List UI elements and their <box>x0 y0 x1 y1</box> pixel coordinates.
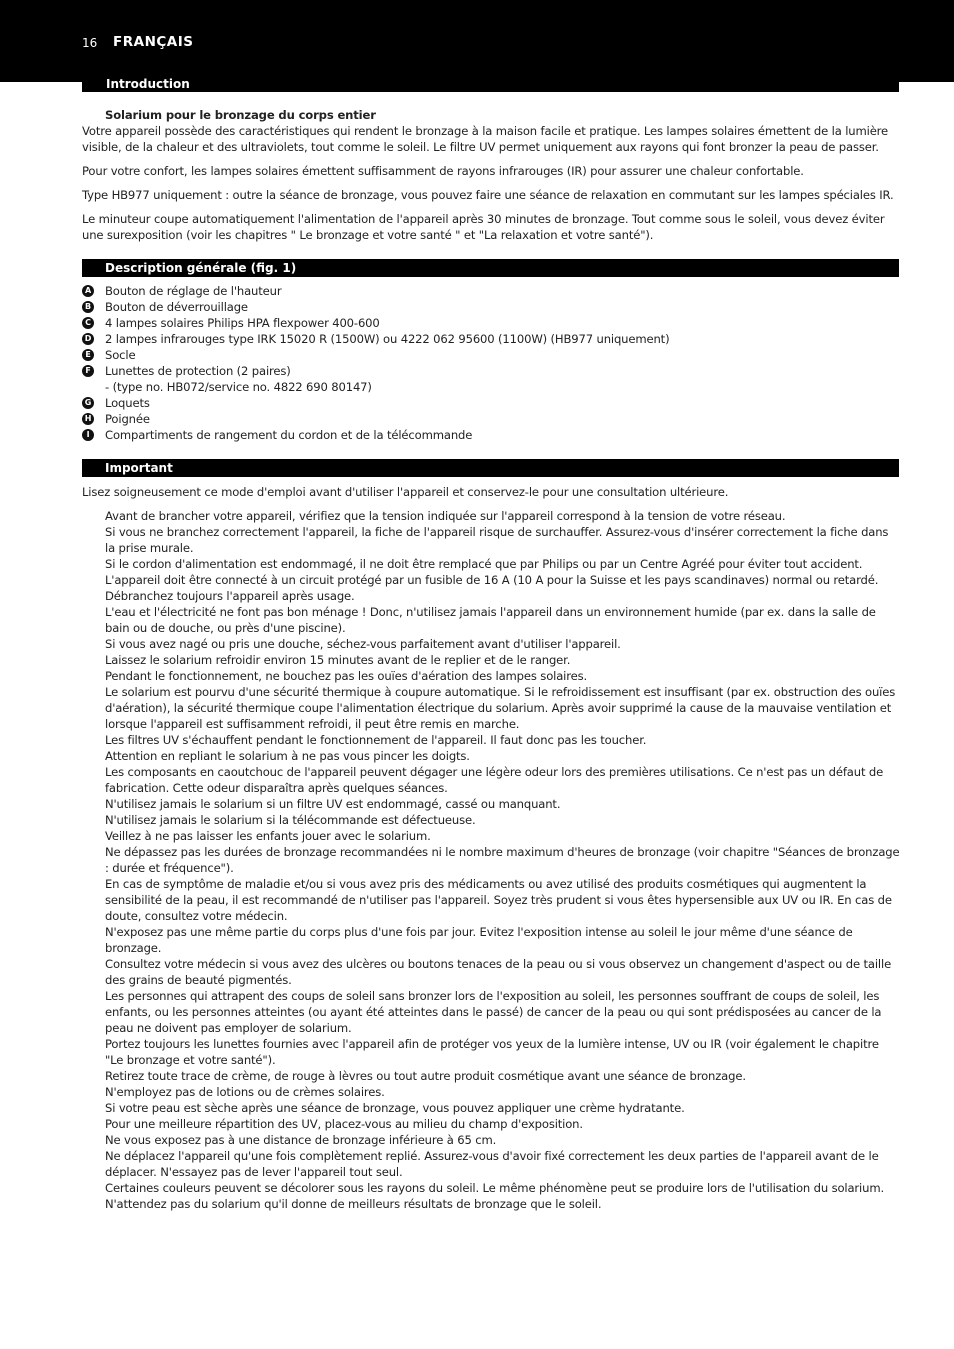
parts-list <box>82 283 900 443</box>
introduction-body <box>82 107 900 243</box>
warning-item: N'attendez pas du solarium qu'il donne de meilleurs résultats de bronzage que le soleil. <box>105 1197 602 1211</box>
warning-item: Pour une meilleure répartition des UV, placez-vous au milieu du champ d'exposition. <box>105 1117 583 1131</box>
warning-item: Avant de brancher votre appareil, vérifiez que la tension indiquée sur l'appareil correspond à la tension de votre réseau. <box>105 509 786 523</box>
warning-item: Laissez le solarium refroidir environ 15 minutes avant de le replier et de le ranger. <box>105 653 571 667</box>
letter-badge-icon: F <box>82 365 94 377</box>
page-header-bar <box>0 0 954 82</box>
warning-item: Si vous ne branchez correctement l'appareil, la fiche de l'appareil risque de surchauffer. Assurez-vous d'insérer correctement la fiche dans la prise murale. <box>105 525 889 555</box>
letter-badge-icon: H <box>82 413 94 425</box>
introduction-subtitle: Solarium pour le bronzage du corps entier <box>105 108 376 122</box>
warning-item: N'utilisez jamais le solarium si un filtre UV est endommagé, cassé ou manquant. <box>105 797 561 811</box>
section-heading-introduction: Introduction <box>82 74 899 92</box>
warning-item: Les composants en caoutchouc de l'appareil peuvent dégager une légère odeur lors des premières utilisations. Ce n'est pas un défaut de fabrication. Cette odeur disparaîtra après quelques séances. <box>105 765 884 795</box>
page-number: 16 <box>82 36 98 50</box>
intro-paragraph: Le minuteur coupe automatiquement l'alimentation de l'appareil après 30 minutes de bronzage. Tout comme sous le soleil, vous devez éviter une surexposition (voir les chapitres " Le bronzage et votre santé " et "La relaxation et votre santé"). <box>82 212 885 242</box>
warning-item: Si le cordon d'alimentation est endommagé, il ne doit être remplacé que par Philips ou par un Centre Agréé pour éviter tout accident. <box>105 557 863 571</box>
parts-list-item <box>82 411 900 427</box>
warning-item: Débranchez toujours l'appareil après usage. <box>105 589 355 603</box>
intro-paragraph: Type HB977 uniquement : outre la séance de bronzage, vous pouvez faire une séance de relaxation en commutant sur les lampes spéciales IR. <box>82 188 894 202</box>
warning-item: Consultez votre médecin si vous avez des ulcères ou boutons tenaces de la peau ou si vous observez un changement d'aspect ou de taille des grains de beauté pigmentés. <box>105 957 892 987</box>
part-label: Bouton de réglage de l'hauteur <box>105 284 282 298</box>
letter-badge-icon: E <box>82 349 94 361</box>
intro-paragraph: Pour votre confort, les lampes solaires émettent suffisamment de rayons infrarouges (IR) pour assurer une chaleur confortable. <box>82 164 804 178</box>
warning-item: Portez toujours les lunettes fournies avec l'appareil afin de protéger vos yeux de la lumière intense, UV ou IR (voir également le chapitre "Le bronzage et votre santé"). <box>105 1037 879 1067</box>
part-label: - (type no. HB072/service no. 4822 690 80147) <box>105 380 372 394</box>
intro-paragraph: Votre appareil possède des caractéristiques qui rendent le bronzage à la maison facile et pratique. Les lampes solaires émettent de la lumière visible, de la chaleur et des ultraviolets, tout comme le soleil. Le filtre UV permet uniquement aux rayons qui font bronzer la peau de passer. <box>82 124 889 154</box>
letter-badge-icon: I <box>82 429 94 441</box>
section-heading-description: Description générale (fig. 1) <box>82 259 899 277</box>
warning-item: Ne dépassez pas les durées de bronzage recommandées ni le nombre maximum d'heures de bronzage (voir chapitre "Séances de bronzage : durée et fréquence"). <box>105 845 900 875</box>
letter-badge-icon: G <box>82 397 94 409</box>
important-body <box>82 484 900 1212</box>
warning-item: Ne déplacez l'appareil qu'une fois complètement replié. Assurez-vous d'avoir fixé correctement les deux parties de l'appareil avant de le déplacer. N'essayez pas de lever l'appareil tout seul. <box>105 1149 879 1179</box>
letter-badge-icon: B <box>82 301 94 313</box>
parts-list-item <box>82 427 900 443</box>
warning-item: Attention en repliant le solarium à ne pas vous pincer les doigts. <box>105 749 470 763</box>
language-title: FRANÇAIS <box>113 34 194 50</box>
warning-item: Veillez à ne pas laisser les enfants jouer avec le solarium. <box>105 829 431 843</box>
warning-item: L'appareil doit être connecté à un circuit protégé par un fusible de 16 A (10 A pour la Suisse et les pays scandinaves) normal ou retardé. <box>105 573 879 587</box>
warning-item: L'eau et l'électricité ne font pas bon ménage ! Donc, n'utilisez jamais l'appareil dans un environnement humide (par ex. dans la salle de bain ou de douche, ou près d'une piscine). <box>105 605 876 635</box>
part-label: Socle <box>105 348 136 362</box>
warning-item: Ne vous exposez pas à une distance de bronzage inférieure à 65 cm. <box>105 1133 497 1147</box>
parts-list-item <box>82 347 900 363</box>
warning-item: En cas de symptôme de maladie et/ou si vous avez pris des médicaments ou avez utilisé des produits cosmétiques qui augmentent la sensibilité de la peau, il est recommandé de n'utiliser pas l'appareil. Soyez très prudent si vous êtes hypersensible aux UV ou IR. En cas de doute, consultez votre médecin. <box>105 877 892 923</box>
warnings-list <box>82 508 900 1212</box>
section-heading-important: Important <box>82 459 899 477</box>
description-body <box>82 283 900 443</box>
warning-item: N'utilisez jamais le solarium si la télécommande est défectueuse. <box>105 813 476 827</box>
warning-item: N'employez pas de lotions ou de crèmes solaires. <box>105 1085 385 1099</box>
warning-item: Si votre peau est sèche après une séance de bronzage, vous pouvez appliquer une crème hydratante. <box>105 1101 685 1115</box>
parts-list-item <box>82 395 900 411</box>
warning-item: Les filtres UV s'échauffent pendant le fonctionnement de l'appareil. Il faut donc pas les toucher. <box>105 733 647 747</box>
part-label: 4 lampes solaires Philips HPA flexpower 400-600 <box>105 316 380 330</box>
warning-item: Si vous avez nagé ou pris une douche, séchez-vous parfaitement avant d'utiliser l'appareil. <box>105 637 621 651</box>
parts-list-item <box>82 299 900 315</box>
part-label: Loquets <box>105 396 150 410</box>
parts-list-item <box>82 315 900 331</box>
letter-badge-icon: C <box>82 317 94 329</box>
warning-item: Les personnes qui attrapent des coups de soleil sans bronzer lors de l'exposition au soleil, les personnes souffrant de coups de soleil, les enfants, ou les personnes atteintes (ou ayant été atteintes dans le passé) de cancer de la peau ou qui sont prédisposées au cancer de la peau ne doivent pas employer de solarium. <box>105 989 882 1035</box>
warning-item: Le solarium est pourvu d'une sécurité thermique à coupure automatique. Si le refroidissement est insuffisant (par ex. obstruction des ouïes d'aération), la sécurité thermique coupe l'alimentation électrique du solarium. Après avoir supprimé la cause de la mauvaise ventilation et lorsque l'appareil est suffisamment refroidi, il peut être remis en marche. <box>105 685 896 731</box>
part-label: Bouton de déverrouillage <box>105 300 248 314</box>
warning-item: Certaines couleurs peuvent se décolorer sous les rayons du soleil. Le même phénomène peut se produire lors de l'utilisation du solarium. <box>105 1181 884 1195</box>
parts-list-subitem <box>82 379 900 395</box>
letter-badge-icon: A <box>82 285 94 297</box>
part-label: Poignée <box>105 412 150 426</box>
parts-list-item <box>82 331 900 347</box>
part-label: Lunettes de protection (2 paires) <box>105 364 291 378</box>
warning-item: N'exposez pas une même partie du corps plus d'une fois par jour. Evitez l'exposition intense au soleil le jour même d'une séance de bronzage. <box>105 925 853 955</box>
parts-list-item <box>82 283 900 299</box>
warning-item: Pendant le fonctionnement, ne bouchez pas les ouïes d'aération des lampes solaires. <box>105 669 588 683</box>
parts-list-item <box>82 363 900 379</box>
letter-badge-icon: D <box>82 333 94 345</box>
part-label: Compartiments de rangement du cordon et de la télécommande <box>105 428 473 442</box>
warning-item: Retirez toute trace de crème, de rouge à lèvres ou tout autre produit cosmétique avant une séance de bronzage. <box>105 1069 746 1083</box>
part-label: 2 lampes infrarouges type IRK 15020 R (1500W) ou 4222 062 95600 (1100W) (HB977 uniquement) <box>105 332 670 346</box>
important-intro: Lisez soigneusement ce mode d'emploi avant d'utiliser l'appareil et conservez-le pour une consultation ultérieure. <box>82 485 729 499</box>
